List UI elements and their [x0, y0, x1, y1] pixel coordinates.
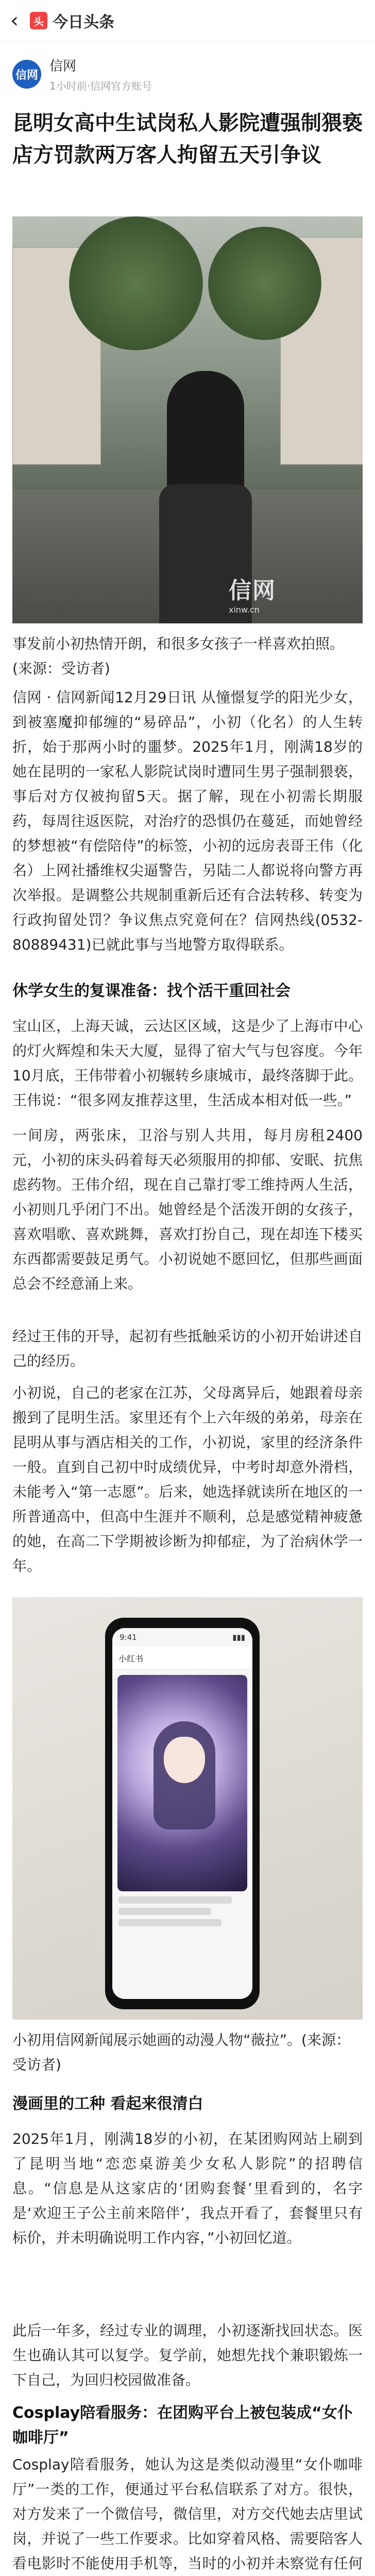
paragraph: 2025年1月，刚满18岁的小初，在某团购网站上刷到了昆明当地“恋恋桌游美少女私人影院”的招聘信息。“信息是从这家店的‘团购套餐’里看到的，名字是‘欢迎王子公主前来陪伴’，我点开看了，套餐里只有标价，并未明确说明工作内容，”小初回忆道。: [12, 2130, 363, 2246]
app-name: 今日头条: [53, 13, 114, 31]
article-headline: 昆明女高中生试岗私人影院遭强制猥亵 店方罚款两万客人拘留五天引争议: [12, 111, 363, 167]
author-row[interactable]: [12, 54, 363, 95]
section-heading: Cosplay陪看服务：在团购平台上被包装成“女仆咖啡厅”: [12, 2404, 353, 2447]
phone-device: [105, 1618, 260, 2009]
paragraph: 此后一年多，经过专业的调理，小初逐渐找回状态。医生也确认其可以复学。复学前，她想先找个兼职锻炼一下自己，为回归校园做准备。: [12, 2322, 363, 2388]
paragraph: 宝山区，上海天诚，云达区区域，这是少了上海市中心的灯火辉煌和朱天大厦，显得了宿大气与包容度。今年10月底，王伟带着小初辗转乡康城市，最终落脚于此。王伟说：“很多网友推荐这里，生活成本相对低一些。”: [12, 1018, 363, 1109]
photo-watermark: 信网 xinw.cn: [229, 578, 276, 615]
section-heading: 漫画里的工种 看起来很清白: [12, 2095, 203, 2113]
photo-caption: 事发前小初热情开朗，和很多女孩子一样喜欢拍照。(来源：受访者): [12, 635, 345, 677]
anime-drawing: [117, 1675, 247, 1891]
paragraph: Cosplay陪看服务，她认为这是类似动漫里“女仆咖啡厅”一类的工作，便通过平台私信联系了对方。很快，对方发来了一个微信号，微信里，对方交代她去店里试岗，并说了一些工作要求。比如穿着风格、需要陪客人看电影时不能使用手机等，当时的小初并未察觉有任何: [12, 2456, 363, 2572]
photo-tree: [208, 227, 321, 340]
app-bar: [0, 0, 375, 42]
phone-statusbar: 9:41 ▮▮▮: [120, 1633, 245, 1642]
paragraph: 信网 · 信网新闻12月29日讯 从憧憬复学的阳光少女，到被塞魔抑郁缠的“易碎品”，小初（化名）的人生转折，始于那两小时的噩梦。2025年1月，刚满18岁的她在昆明的一家私人影院试岗时遭同生男子强制猥亵，事后对方仅被拘留5天。据了解，现在小初需长期服药，每周往返医院，对治疗的恐惧仍在蔓延，而她曾经的梦想被“有偿陪侍”的标签，小初的远房表哥王伟（化名）上网社播维权尖逼警告，另陆二人都说将向警方再次举报。是调整公共规制重新后还有合法转移、转变为行政拘留处罚？争议焦点究竟何在？信网热线(0532-80889431)已就此事与当地警方取得联系。: [12, 689, 363, 953]
paragraph: 小初说，自己的老家在江苏，父母离异后，她跟着母亲搬到了昆明生活。家里还有个上六年级的弟弟，母亲在昆明从事与酒店相关的工作，小初说，家里的经济条件一般。直到自己初中时成绩优异，中考时却意外滑档，未能考入“第一志愿”。后来，她选择就读所在地区的一所普通高中，但高中生涯并不顺利，总是感觉精神疲惫的她，在高二下学期被诊断为抑郁症，为了治病休学一年。: [12, 1384, 363, 1574]
photo-caption: 小初用信网新闻展示她画的动漫人物“薇拉”。(来源：受访者): [12, 2031, 350, 2073]
article-photo-phone[interactable]: [12, 1597, 363, 2020]
article-photo-street[interactable]: [12, 216, 363, 623]
chevron-left-icon: ‹: [10, 9, 19, 32]
section-heading: 休学女生的复课准备：找个活干重回社会: [12, 982, 291, 1000]
photo-tree: [69, 216, 203, 350]
author-meta: [49, 56, 152, 93]
author-name[interactable]: 信网: [49, 59, 77, 74]
paragraph: 经过王伟的开导，起初有些抵触采访的小初开始讲述自己的经历。: [12, 1328, 363, 1369]
paragraph: 一间房，两张床，卫浴与别人共用，每月房租2400元，小初的床头码着每天必须服用的抑郁、安眠、抗焦虑药物。王伟介绍，现在自己靠打零工维持两人生活，小初则几乎闭门不出。她曾经是个活泼开朗的女孩子，喜欢唱歌、喜欢跳舞，喜欢打扮自己，现在却连下楼买东西都需要鼓足勇气。小初说她不愿回忆，但那些画面总会不经意涌上来。: [12, 1127, 363, 1292]
phone-screen: [112, 1628, 252, 1999]
author-subtitle: 1小时前·信网官方账号: [49, 80, 152, 92]
app-logo: 头: [30, 12, 47, 29]
avatar[interactable]: 信网: [12, 60, 41, 89]
phone-app-header: 小红书: [112, 1647, 252, 1670]
back-button[interactable]: [0, 0, 29, 41]
